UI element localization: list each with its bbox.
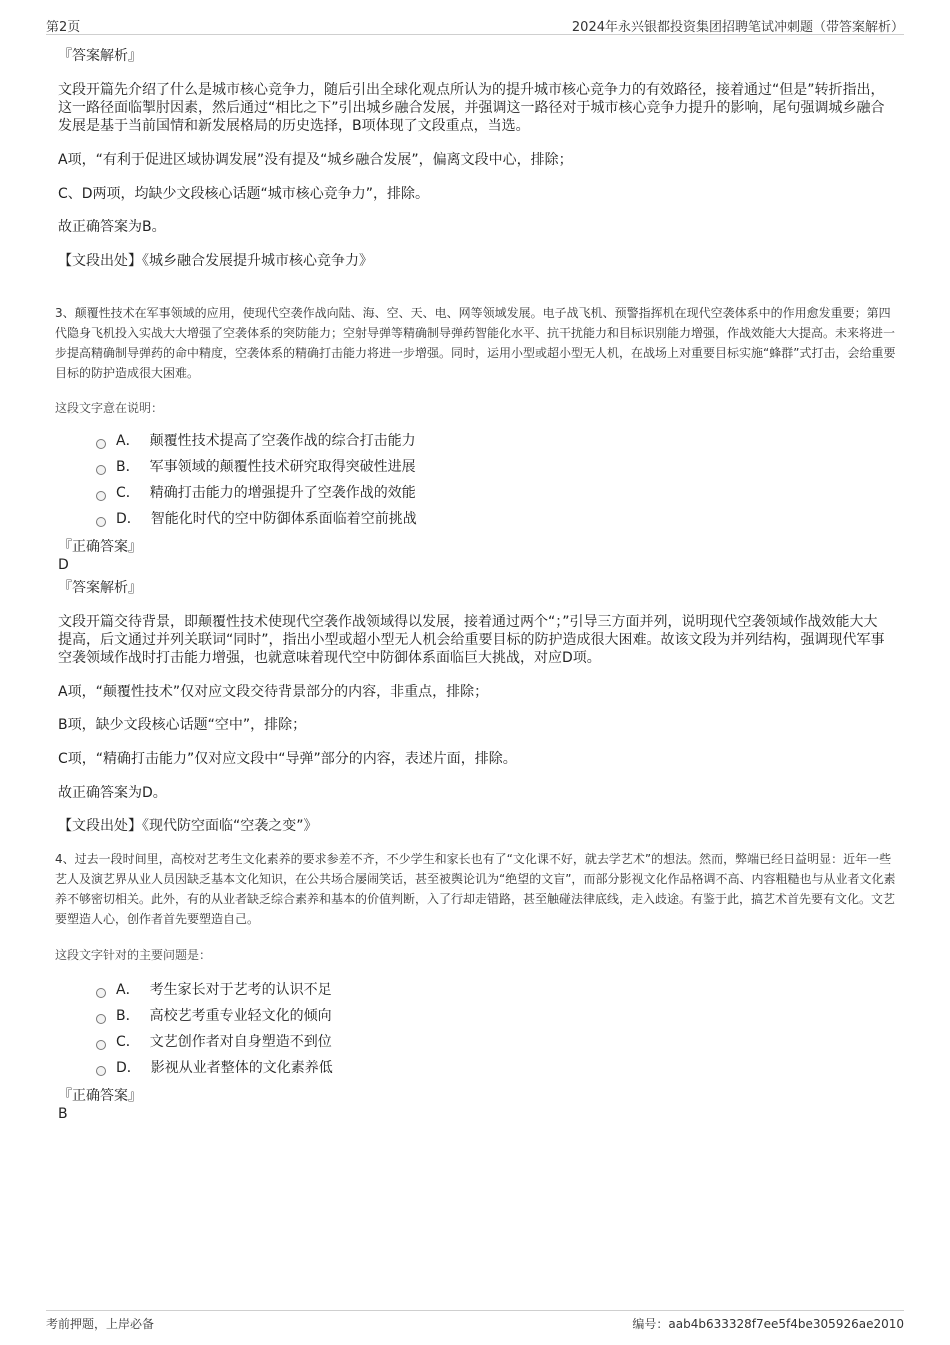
option-letter: C． xyxy=(116,485,140,501)
page-header xyxy=(46,14,904,35)
analysis-heading: 『答案解析』 xyxy=(58,48,142,64)
analysis-conclusion: 故正确答案为B。 xyxy=(58,219,166,235)
analysis-note-a: A项，“颠覆性技术”仅对应文段交待背景部分的内容，非重点，排除； xyxy=(58,684,489,700)
option-letter: A． xyxy=(116,982,140,998)
option-letter: D． xyxy=(116,1060,141,1076)
question-4-option-c[interactable] xyxy=(96,1033,332,1051)
document-id: 编号：aab4b633328f7ee5f4be305926ae2010 xyxy=(632,1317,904,1331)
option-text: 高校艺考重专业轻文化的倾向 xyxy=(149,1008,332,1024)
option-text: 考生家长对于艺考的认识不足 xyxy=(149,982,332,998)
question-3-prompt: 这段文字意在说明： xyxy=(55,401,164,415)
option-letter: A． xyxy=(116,433,140,449)
radio-icon[interactable] xyxy=(96,465,106,475)
question-4-stem: 4、过去一段时间里，高校对艺考生文化素养的要求参差不齐，不少学生和家长也有了“文化课不好，就去学艺术”的想法。然而，弊端已经日益明显：近年一些艺人及演艺界从业人员因缺乏基本文化知识，在公共场合屡闹笑话，甚至被舆论讥为“绝望的文盲”，而部分影视文化作品格调不高、内容粗糙也与从业者文化素养不够密切相关。此外，有的从业者缺乏综合素养和基本的价值判断，入了行却走错路，甚至触碰法律底线，走入歧途。有鉴于此，搞艺术首先要有文化。文艺要塑造人心，创作者首先要塑造自己。 xyxy=(55,852,896,926)
option-text: 影视从业者整体的文化素养低 xyxy=(150,1060,333,1076)
question-3-option-a[interactable] xyxy=(96,432,416,450)
analysis-text: 文段开篇先介绍了什么是城市核心竞争力，随后引出全球化观点所认为的提升城市核心竞争力的有效路径，接着通过“但是”转折指出，这一路径面临掣肘因素，然后通过“相比之下”引出城乡融合发展，并强调这一路径对于城市核心竞争力提升的影响，尾句强调城乡融合发展是基于当前国情和新发展格局的历史选择，B项体现了文段重点，当选。 xyxy=(58,82,885,134)
radio-icon[interactable] xyxy=(96,1066,106,1076)
question-3-option-b[interactable] xyxy=(96,458,416,476)
option-letter: D． xyxy=(116,511,141,527)
radio-icon[interactable] xyxy=(96,1040,106,1050)
radio-icon[interactable] xyxy=(96,439,106,449)
option-text: 军事领域的颠覆性技术研究取得突破性进展 xyxy=(149,459,416,475)
analysis-note-a: A项，“有利于促进区域协调发展”没有提及“城乡融合发展”，偏离文段中心，排除； xyxy=(58,152,573,168)
question-3-stem: 3、颠覆性技术在军事领域的应用，使现代空袭作战向陆、海、空、天、电、网等领域发展。电子战飞机、预警指挥机在现代空袭体系中的作用愈发重要；第四代隐身飞机投入实战大大增强了空袭体系的突防能力；空射导弹等精确制导弹药智能化水平、抗干扰能力和目标识别能力增强，作战效能大大提高。未来将进一步提高精确制导弹药的命中精度，空袭体系的精确打击能力将进一步增强。同时，运用小型或超小型无人机，在战场上对重要目标实施“蜂群”式打击，会给重要目标的防护造成很大困难。 xyxy=(55,306,896,380)
radio-icon[interactable] xyxy=(96,988,106,998)
analysis-text: 文段开篇交待背景，即颠覆性技术使现代空袭作战领域得以发展，接着通过两个“；”引导三方面并列，说明现代空袭领域作战效能大大提高，后文通过并列关联词“同时”，指出小型或超小型无人机会给重要目标的防护造成很大困难。故该文段为并列结构，强调现代军事空袭领域作战时打击能力增强，也就意味着现代空中防御体系面临巨大挑战，对应D项。 xyxy=(58,614,885,666)
analysis-note-c: C项，“精确打击能力”仅对应文段中“导弹”部分的内容，表述片面，排除。 xyxy=(58,751,517,767)
option-letter: B． xyxy=(116,1008,140,1024)
page-footer xyxy=(46,1310,904,1335)
correct-answer: B xyxy=(58,1106,68,1122)
radio-icon[interactable] xyxy=(96,1014,106,1024)
question-4-option-b[interactable] xyxy=(96,1007,332,1025)
option-letter: B． xyxy=(116,459,140,475)
question-3-option-d[interactable] xyxy=(96,510,417,528)
question-4-option-d[interactable] xyxy=(96,1059,333,1077)
question-4-prompt: 这段文字针对的主要问题是： xyxy=(55,948,212,962)
footer-slogan: 考前押题，上岸必备 xyxy=(46,1317,155,1331)
option-text: 智能化时代的空中防御体系面临着空前挑战 xyxy=(150,511,417,527)
analysis-conclusion: 故正确答案为D。 xyxy=(58,785,167,801)
passage-source: 【文段出处】《城乡融合发展提升城市核心竞争力》 xyxy=(58,253,373,269)
option-text: 颠覆性技术提高了空袭作战的综合打击能力 xyxy=(149,433,416,449)
radio-icon[interactable] xyxy=(96,517,106,527)
radio-icon[interactable] xyxy=(96,491,106,501)
correct-answer-heading: 『正确答案』 xyxy=(58,539,142,555)
document-title: 2024年永兴银都投资集团招聘笔试冲刺题（带答案解析） xyxy=(571,20,904,35)
page-number: 第2页 xyxy=(46,20,81,35)
correct-answer: D xyxy=(58,557,69,573)
option-text: 文艺创作者对自身塑造不到位 xyxy=(149,1034,332,1050)
question-4-option-a[interactable] xyxy=(96,981,332,999)
option-letter: C． xyxy=(116,1034,140,1050)
correct-answer-heading: 『正确答案』 xyxy=(58,1088,142,1104)
analysis-note-cd: C、D两项，均缺少文段核心话题“城市核心竞争力”，排除。 xyxy=(58,186,430,202)
option-text: 精确打击能力的增强提升了空袭作战的效能 xyxy=(149,485,416,501)
passage-source: 【文段出处】《现代防空面临“空袭之变”》 xyxy=(58,818,318,834)
analysis-heading: 『答案解析』 xyxy=(58,580,142,596)
analysis-note-b: B项，缺少文段核心话题“空中”，排除； xyxy=(58,717,307,733)
question-3-option-c[interactable] xyxy=(96,484,416,502)
